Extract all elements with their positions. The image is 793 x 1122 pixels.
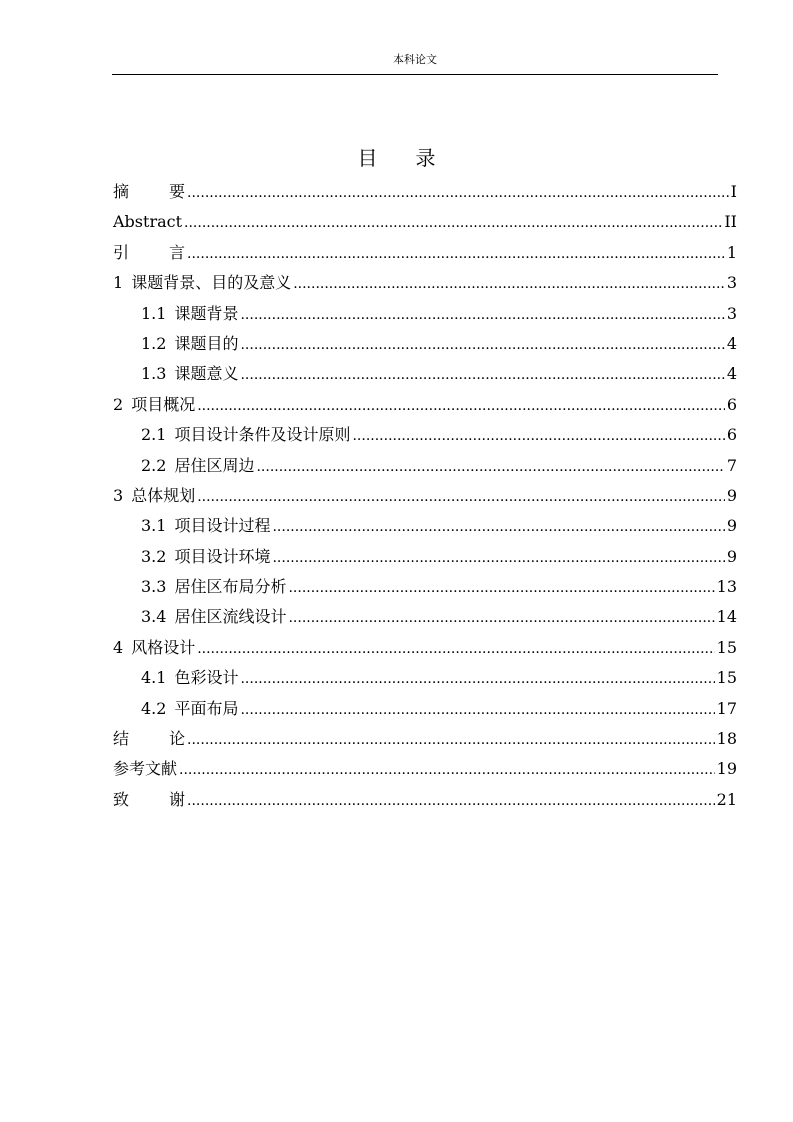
toc-entry-label: 引 言	[113, 242, 186, 262]
toc-title-left: 目	[357, 146, 378, 170]
toc-entry-label: 致 谢	[113, 789, 186, 809]
toc-entry-label: 3 总体规划	[113, 485, 196, 505]
toc-entry-section-1-2[interactable]	[113, 329, 737, 359]
dot-leader	[352, 421, 724, 451]
toc-entry-section-4-2[interactable]	[113, 694, 737, 724]
toc-entry-label: 4 风格设计	[113, 637, 196, 657]
dot-leader	[179, 755, 715, 785]
toc-entry-label: 摘 要	[113, 182, 186, 201]
page-header: 本科论文	[112, 52, 718, 75]
toc-entry-section-1-1[interactable]	[113, 299, 737, 329]
toc-entry-abstract-cn[interactable]	[113, 177, 737, 207]
toc-entry-page: 3	[726, 303, 737, 323]
toc-entry-page: 7	[726, 455, 737, 475]
toc-entry-label: 2 项目概况	[113, 394, 196, 414]
dot-leader	[272, 543, 724, 573]
dot-leader	[184, 208, 722, 238]
toc-entry-label: 1.2 课题目的	[141, 333, 239, 353]
dot-leader	[240, 664, 714, 694]
toc-entry-page: II	[724, 212, 737, 232]
toc-entry-label: 3.1 项目设计过程	[141, 516, 271, 536]
toc-entry-label: 4.1 色彩设计	[141, 668, 239, 688]
toc-entry-page: I	[730, 182, 737, 201]
dot-leader	[187, 178, 729, 208]
table-of-contents	[113, 177, 737, 815]
toc-entry-label: 1 课题背景、目的及意义	[113, 273, 292, 293]
toc-entry-references[interactable]	[113, 754, 737, 784]
toc-entry-page: 9	[726, 516, 737, 536]
toc-entry-section-3-3[interactable]	[113, 572, 737, 602]
toc-entry-section-3-1[interactable]	[113, 511, 737, 541]
dot-leader	[187, 786, 715, 816]
toc-entry-label: 4.2 平面布局	[141, 698, 239, 718]
toc-title	[0, 146, 793, 170]
toc-entry-conclusion[interactable]	[113, 724, 737, 754]
toc-entry-label: 2.1 项目设计条件及设计原则	[141, 425, 351, 445]
toc-entry-page: 1	[726, 242, 737, 262]
toc-entry-chapter-3[interactable]	[113, 481, 737, 511]
dot-leader	[272, 512, 724, 542]
toc-entry-section-3-2[interactable]	[113, 542, 737, 572]
dot-leader	[293, 269, 725, 299]
toc-entry-label: 1.3 课题意义	[141, 364, 239, 384]
dot-leader	[240, 695, 714, 725]
toc-entry-section-3-4[interactable]	[113, 602, 737, 632]
toc-entry-chapter-2[interactable]	[113, 390, 737, 420]
dot-leader	[187, 725, 715, 755]
toc-entry-introduction[interactable]	[113, 238, 737, 268]
toc-entry-label: Abstract	[113, 212, 183, 232]
toc-entry-section-4-1[interactable]	[113, 663, 737, 693]
dot-leader	[288, 603, 714, 633]
toc-entry-page: 4	[726, 333, 737, 353]
dot-leader	[197, 391, 725, 421]
toc-entry-label: 参考文献	[113, 759, 178, 779]
toc-entry-page: 18	[716, 729, 737, 749]
toc-entry-page: 13	[716, 577, 737, 597]
toc-entry-page: 3	[726, 273, 737, 293]
toc-entry-page: 15	[716, 637, 737, 657]
toc-entry-label: 1.1 课题背景	[141, 303, 239, 323]
toc-entry-abstract-en[interactable]	[113, 207, 737, 237]
toc-entry-chapter-4[interactable]	[113, 633, 737, 663]
dot-leader	[288, 573, 714, 603]
toc-entry-page: 6	[726, 425, 737, 445]
dot-leader	[256, 452, 724, 482]
toc-entry-page: 4	[726, 364, 737, 384]
toc-entry-page: 14	[716, 607, 737, 627]
toc-entry-page: 9	[726, 546, 737, 566]
toc-entry-page: 9	[726, 485, 737, 505]
dot-leader	[187, 239, 725, 269]
toc-entry-page: 21	[716, 789, 737, 809]
dot-leader	[197, 634, 714, 664]
toc-entry-section-2-1[interactable]	[113, 420, 737, 450]
toc-entry-page: 19	[716, 759, 737, 779]
toc-entry-page: 17	[716, 698, 737, 718]
toc-entry-page: 15	[716, 668, 737, 688]
toc-entry-acknowledgements[interactable]	[113, 785, 737, 815]
toc-entry-label: 结 论	[113, 729, 186, 749]
toc-title-right: 录	[415, 146, 436, 170]
dot-leader	[240, 360, 724, 390]
toc-entry-section-1-3[interactable]	[113, 359, 737, 389]
toc-entry-label: 3.4 居住区流线设计	[141, 607, 287, 627]
toc-entry-page: 6	[726, 394, 737, 414]
dot-leader	[197, 482, 725, 512]
toc-entry-label: 3.3 居住区布局分析	[141, 577, 287, 597]
dot-leader	[240, 300, 724, 330]
toc-entry-label: 3.2 项目设计环境	[141, 546, 271, 566]
toc-entry-section-2-2[interactable]	[113, 451, 737, 481]
toc-entry-label: 2.2 居住区周边	[141, 455, 255, 475]
dot-leader	[240, 330, 724, 360]
toc-entry-chapter-1[interactable]	[113, 268, 737, 298]
